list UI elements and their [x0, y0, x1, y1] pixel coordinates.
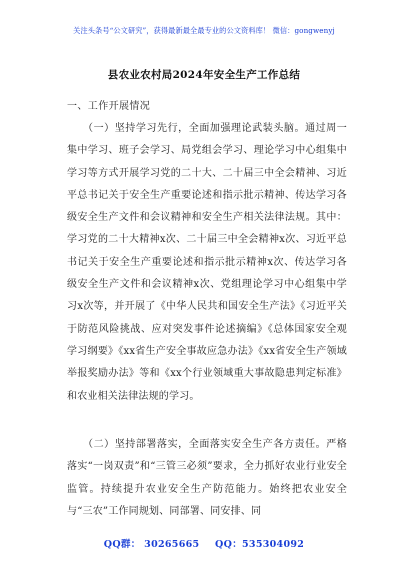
footer-qq: QQ：535304092 — [215, 539, 305, 550]
document-title: 县农业农村局2024年安全生产工作总结 — [107, 69, 301, 81]
body-paragraph-1: （一）坚持学习先行，全面加强理论武装头脑。通过周一集中学习、班子会学习、局党组会学习、理论学习中心组集中学习等方式开展学习党的二十大、二十届三中全会精神、习近平总书记关于安全生产重要论述和指示批示精神、传达学习各级安全生产文件和会议精神和安全生产相关法律法规。其中：学习党的二十大精神x次、二十届三中全会精神x次、习近平总书记关于安全生产重要论述和指示批示精神x次、传达学习各级安全生产文件和会议精神x次、党组理论学习中心组集中学习x次等，并开展了《中华人民共和国安全生产法》《习近平关于防范风险挑战、应对突发事件论述摘编》《总体国家安全观学习纲要》《xx省生产安全事故应急办法》《xx省安全生产领域举报奖励办法》等和《xx个行业领域重大事故隐患判定标准》和农业相关法律法规的学习。 — [67, 123, 347, 402]
header-banner: 关注头条号“公文研究”，获得最新最全最专业的公文资料库！ 微信：gongwenyj — [73, 26, 335, 35]
section-heading: 一、工作开展情况 — [67, 101, 151, 112]
body-paragraph-2: （二）坚持部署落实，全面落实安全生产各方责任。严格落实“一岗双责”和“三管三必须”要求，全力抓好农业行业安全监管。持续提升农业安全生产防范能力。始终把农业安全与“三农”工作同规划、同部署、同安排、同 — [67, 439, 347, 517]
footer-qq-group: QQ群： 30265665 — [103, 539, 200, 550]
footer-contact — [0, 536, 408, 550]
